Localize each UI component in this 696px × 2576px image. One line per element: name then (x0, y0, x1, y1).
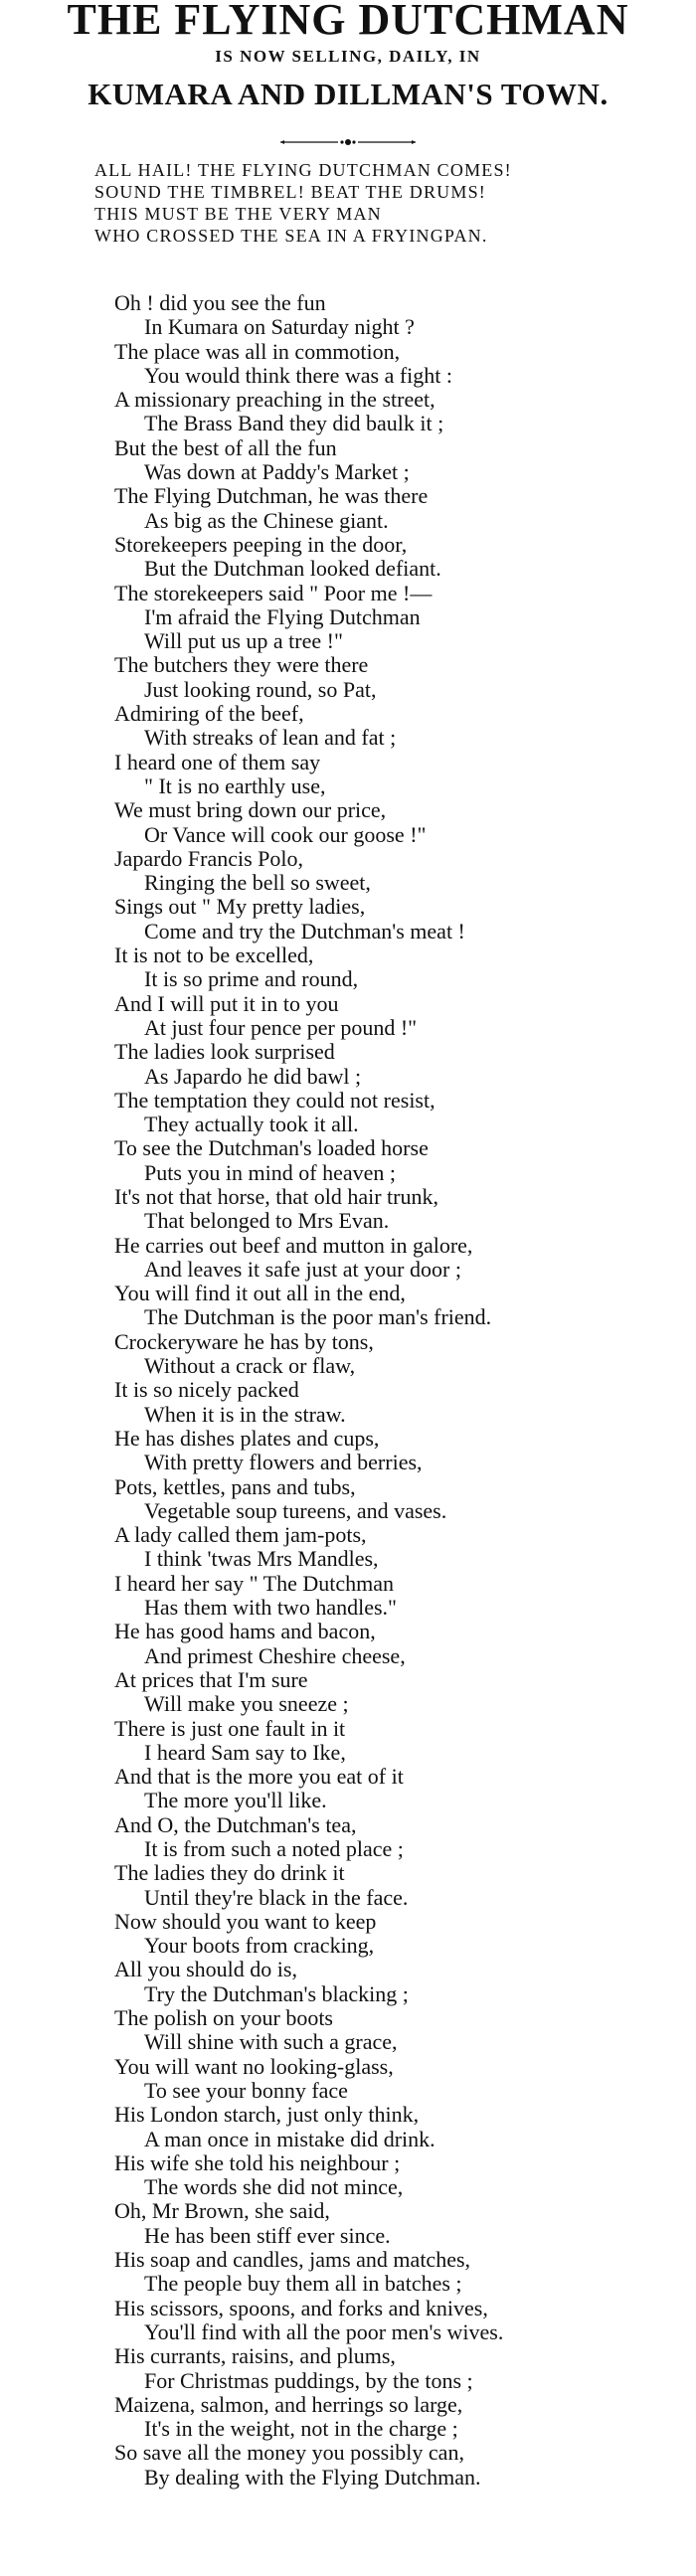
verse-line: When it is in the straw. (144, 1401, 346, 1427)
verse-line: It is so prime and round, (144, 966, 359, 992)
subtitle: IS NOW SELLING, DAILY, IN (215, 47, 481, 66)
verse-line: Vegetable soup tureens, and vases. (144, 1497, 447, 1523)
verse-line: Has them with two handles." (144, 1595, 397, 1621)
verse-line: And that is the more you eat of it (114, 1764, 404, 1790)
verse-line: Pots, kettles, pans and tubs, (114, 1473, 356, 1499)
verse-line: Come and try the Dutchman's meat ! (144, 918, 465, 944)
verse-line: The words she did not mince, (144, 2174, 404, 2200)
verse-line: His London starch, just only think, (114, 2102, 420, 2128)
verse-line: I'm afraid the Flying Dutchman (144, 603, 421, 629)
verse-line: The place was all in commotion, (114, 338, 401, 364)
verse-line: You will want no looking-glass, (114, 2053, 394, 2079)
verse-line: " It is no earthly use, (144, 773, 326, 798)
chorus-line: SOUND THE TIMBREL! BEAT THE DRUMS! (94, 182, 486, 202)
verse-line: I heard Sam say to Ike, (144, 1739, 346, 1765)
verse-line: Oh ! did you see the fun (114, 290, 326, 315)
verse-line: All you should do is, (114, 1957, 297, 1982)
verse-line: Now should you want to keep (114, 1908, 377, 1934)
verse-line: His soap and candles, jams and matches, (114, 2247, 471, 2273)
verse-line: You would think there was a fight : (144, 362, 453, 388)
verse-line: He carries out beef and mutton in galore, (114, 1232, 473, 1258)
verse-line: Without a crack or flaw, (144, 1353, 356, 1379)
verse-line: Puts you in mind of heaven ; (144, 1159, 396, 1185)
verse-line: The people buy them all in batches ; (144, 2271, 462, 2297)
verse-line: It's in the weight, not in the charge ; (144, 2416, 458, 2442)
verse-line: Or Vance will cook our goose !" (144, 821, 427, 847)
verse-line: Crockeryware he has by tons, (114, 1328, 374, 1354)
verse-line: You will find it out all in the end, (114, 1281, 406, 1306)
verse-line: A man once in mistake did drink. (144, 2126, 435, 2151)
verse-line: And O, the Dutchman's tea, (114, 1811, 357, 1837)
verse-line: To see the Dutchman's loaded horse (114, 1135, 429, 1161)
verse-line: The Dutchman is the poor man's friend. (144, 1304, 492, 1330)
verse-line: The Flying Dutchman, he was there (114, 483, 429, 509)
verse-line: To see your bonny face (144, 2077, 348, 2103)
verse-line: Japardo Francis Polo, (114, 845, 304, 871)
verse-line: I heard one of them say (114, 749, 321, 774)
verse-line: The ladies they do drink it (114, 1860, 345, 1886)
verse-line: A missionary preaching in the street, (114, 387, 435, 413)
chorus-line: ALL HAIL! THE FLYING DUTCHMAN COMES! (94, 160, 512, 180)
page-title: THE FLYING DUTCHMAN (67, 0, 629, 44)
verse-line: It is not to be excelled, (114, 943, 314, 968)
verse-line: Storekeepers peeping in the door, (114, 531, 408, 557)
verse-line: That belonged to Mrs Evan. (144, 1208, 390, 1234)
verse-line: His wife she told his neighbour ; (114, 2149, 401, 2175)
verse-line: For Christmas puddings, by the tons ; (144, 2367, 473, 2393)
verse-line: With streaks of lean and fat ; (144, 725, 397, 751)
verse-line: There is just one fault in it (114, 1715, 346, 1741)
verse-line: So save all the money you possibly can, (114, 2440, 464, 2466)
verse-line: As big as the Chinese giant. (144, 507, 389, 533)
verse-line: It is so nicely packed (114, 1377, 299, 1403)
verse-line: The storekeepers said " Poor me !— (114, 580, 433, 605)
verse-line: But the best of all the fun (114, 434, 337, 460)
verse-line: He has good hams and bacon, (114, 1619, 376, 1644)
verse-line: His scissors, spoons, and forks and knives, (114, 2295, 488, 2320)
verse-line: Will make you sneeze ; (144, 1691, 349, 1717)
verse-line: It is from such a noted place ; (144, 1836, 404, 1861)
verse-line: Ringing the bell so sweet, (144, 870, 371, 896)
verse-line: Will shine with such a grace, (144, 2029, 398, 2055)
verse-line: He has been stiff ever since. (144, 2222, 391, 2248)
verse-line: But the Dutchman looked defiant. (144, 556, 441, 582)
chorus (94, 159, 691, 247)
verse-line: At just four pence per pound !" (144, 1014, 418, 1040)
verse-line: And primest Cheshire cheese, (144, 1642, 406, 1668)
verse-line: Until they're black in the face. (144, 1884, 409, 1910)
verse-line: A lady called them jam-pots, (114, 1522, 367, 1548)
verse-line: And leaves it safe just at your door ; (144, 1256, 461, 1282)
verse-line: I think 'twas Mrs Mandles, (144, 1546, 379, 1572)
verse-line: As Japardo he did bawl ; (144, 1063, 362, 1089)
verse-line: Just looking round, so Pat, (144, 676, 377, 702)
chorus-line: WHO CROSSED THE SEA IN A FRYINGPAN. (94, 226, 488, 246)
verse-line: They actually took it all. (144, 1112, 359, 1137)
verse-line: I heard her say " The Dutchman (114, 1570, 395, 1596)
verse-line: Oh, Mr Brown, she said, (114, 2198, 330, 2224)
verse-line: Try the Dutchman's blacking ; (144, 1980, 409, 2006)
verse-line: The Brass Band they did baulk it ; (144, 411, 444, 436)
verse-line: Was down at Paddy's Market ; (144, 459, 410, 485)
verse-line: The temptation they could not resist, (114, 1087, 435, 1113)
place-heading: KUMARA AND DILLMAN'S TOWN. (87, 77, 609, 111)
verse-line: Admiring of the beef, (114, 701, 304, 727)
verse-line: It's not that horse, that old hair trunk, (114, 1183, 438, 1209)
verse-line: The ladies look surprised (114, 1039, 335, 1065)
chorus-line: THIS MUST BE THE VERY MAN (94, 204, 382, 224)
verse-line: We must bring down our price, (114, 797, 387, 823)
verse-line: By dealing with the Flying Dutchman. (144, 2464, 481, 2490)
verse-line: The butchers they were there (114, 652, 369, 678)
verse-line: Your boots from cracking, (144, 1933, 375, 1959)
verse-line: At prices that I'm sure (114, 1666, 308, 1692)
verse-line: The more you'll like. (144, 1788, 327, 1813)
verse-line: You'll find with all the poor men's wives. (144, 2318, 504, 2344)
verse-line: In Kumara on Saturday night ? (144, 314, 415, 340)
verse-line: He has dishes plates and cups, (114, 1425, 380, 1451)
verse-line: The polish on your boots (114, 2005, 333, 2031)
verse-line: Maizena, salmon, and herrings so large, (114, 2391, 463, 2417)
verse-line: And I will put it in to you (114, 990, 339, 1016)
verse-line: His currants, raisins, and plums, (114, 2343, 396, 2369)
verse-line: Sings out " My pretty ladies, (114, 894, 366, 920)
ornament-divider (280, 137, 416, 147)
verse-line: With pretty flowers and berries, (144, 1450, 423, 1475)
verse-line: Will put us up a tree !" (144, 628, 343, 654)
verse (114, 291, 691, 2490)
